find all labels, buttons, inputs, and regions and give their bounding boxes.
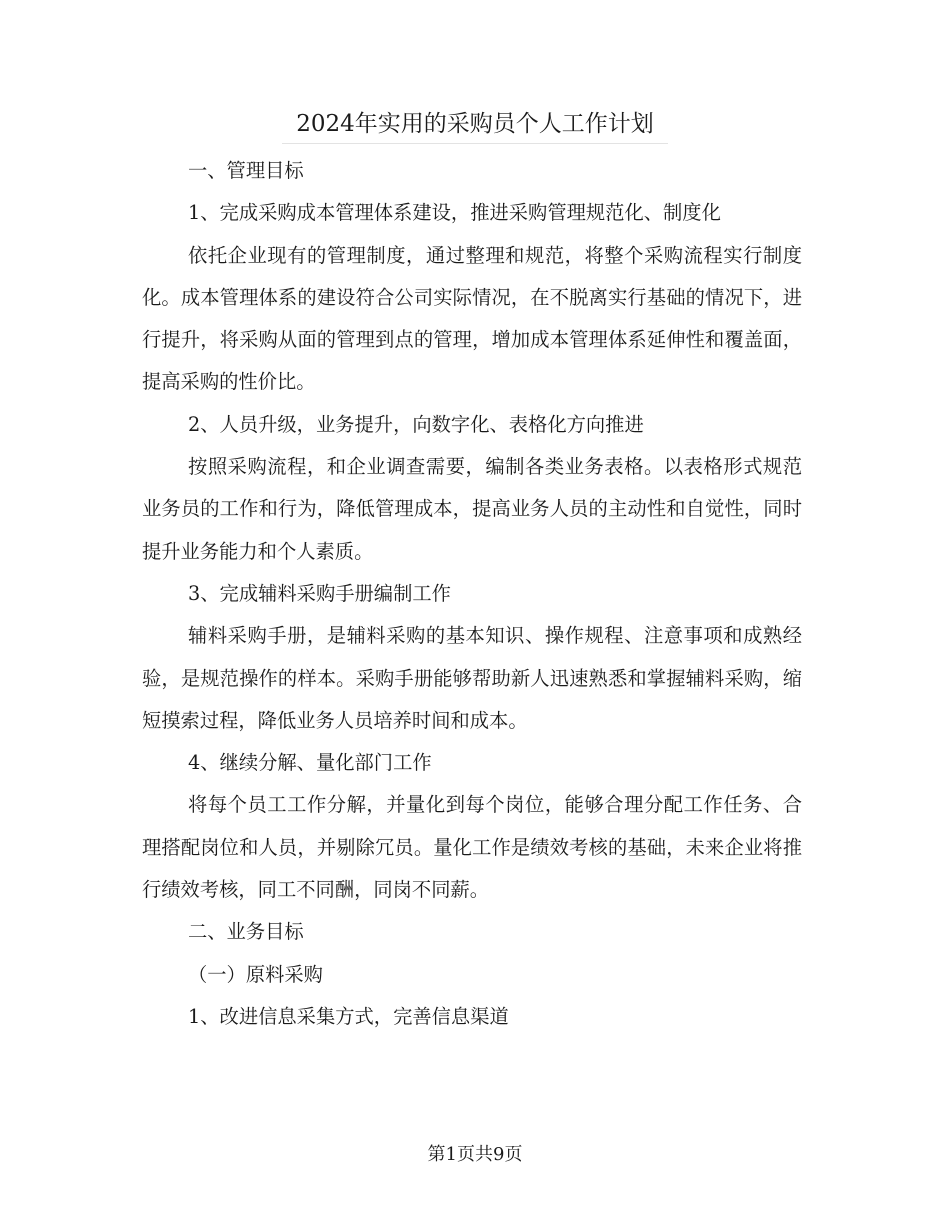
item-heading: 1、完成采购成本管理体系建设，推进采购管理规范化、制度化 (188, 201, 721, 225)
body-paragraph: 依托企业现有的管理制度，通过整理和规范，将整个采购流程实行制度化。成本管理体系的建设符合公司实际情况，在不脱离实行基础的情况下，进行提升，将采购从面的管理到点的管理，增加成本管理体系延伸性和覆盖面，提高采购的性价比。 (142, 243, 802, 394)
item-heading: 3、完成辅料采购手册编制工作 (188, 581, 451, 605)
item-heading: 4、继续分解、量化部门工作 (188, 751, 432, 775)
page-footer: 第1页共9页 (427, 1144, 523, 1165)
body-paragraph: 将每个员工工作分解，并量化到每个岗位，能够合理分配工作任务、合理搭配岗位和人员，并剔除冗员。量化工作是绩效考核的基础，未来企业将推行绩效考核，同工不同酬，同岗不同薪。 (142, 793, 802, 902)
body-paragraph: 按照采购流程，和企业调查需要，编制各类业务表格。以表格形式规范业务员的工作和行为，降低管理成本，提高业务人员的主动性和自觉性，同时提升业务能力和个人素质。 (142, 455, 802, 563)
title-underline (282, 143, 668, 144)
section-heading: 二、业务目标 (188, 920, 304, 944)
item-heading: 1、改进信息采集方式，完善信息渠道 (188, 1004, 509, 1028)
body-paragraph: 辅料采购手册，是辅料采购的基本知识、操作规程、注意事项和成熟经验，是规范操作的样本。采购手册能够帮助新人迅速熟悉和掌握辅料采购，缩短摸索过程，降低业务人员培养时间和成本。 (142, 624, 802, 732)
document-title: 2024年实用的采购员个人工作计划 (296, 111, 654, 137)
section-heading: 一、管理目标 (188, 159, 304, 182)
document-body (142, 150, 802, 1038)
subsection-heading: （一）原料采购 (188, 962, 323, 986)
item-heading: 2、人员升级，业务提升，向数字化、表格化方向推进 (188, 412, 644, 436)
